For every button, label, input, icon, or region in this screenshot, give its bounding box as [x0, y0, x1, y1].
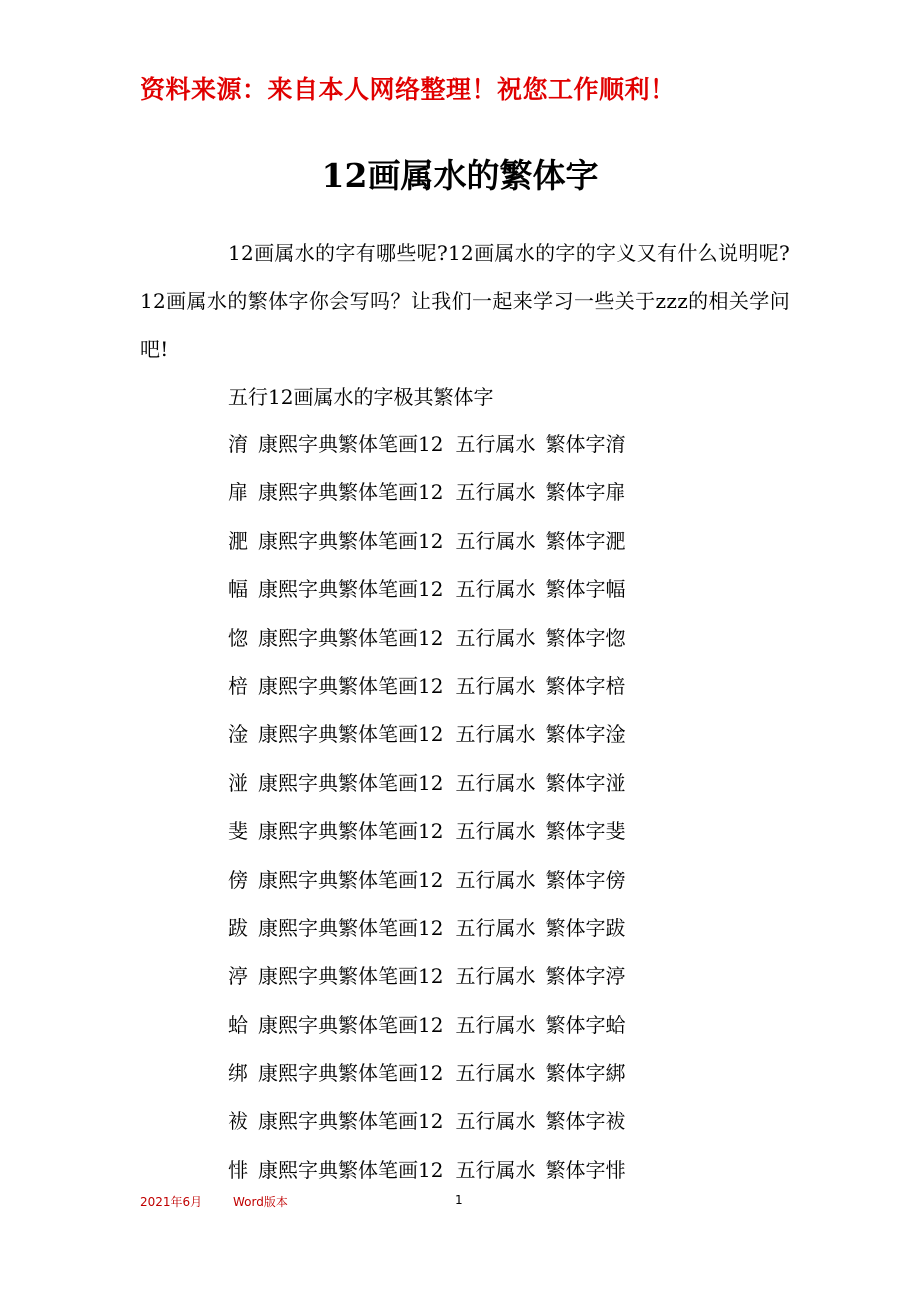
traditional-form: 繁体字惚 — [545, 625, 626, 650]
character: 棓 — [228, 673, 248, 698]
wuxing-element: 五行属水 — [455, 915, 536, 940]
kangxi-strokes: 康熙字典繁体笔画12 — [258, 1109, 444, 1134]
page-number: 1 — [455, 1193, 463, 1207]
wuxing-element: 五行属水 — [455, 480, 536, 505]
list-item — [228, 671, 625, 719]
wuxing-element: 五行属水 — [455, 770, 536, 795]
list-item — [228, 865, 625, 913]
list-item — [228, 768, 625, 816]
kangxi-strokes: 康熙字典繁体笔画12 — [258, 770, 444, 795]
traditional-form: 繁体字綁 — [545, 1061, 626, 1086]
traditional-form: 繁体字幅 — [545, 577, 626, 602]
wuxing-element: 五行属水 — [455, 577, 536, 602]
character: 淦 — [228, 722, 248, 747]
character: 渟 — [228, 964, 248, 989]
traditional-form: 繁体字斐 — [545, 819, 626, 844]
character: 斐 — [228, 819, 248, 844]
character: 扉 — [228, 480, 248, 505]
traditional-form: 繁体字淝 — [545, 528, 626, 553]
wuxing-element: 五行属水 — [455, 1061, 536, 1086]
kangxi-strokes: 康熙字典繁体笔画12 — [258, 625, 444, 650]
wuxing-element: 五行属水 — [455, 1109, 536, 1134]
wuxing-element: 五行属水 — [455, 819, 536, 844]
intro-paragraph: 12画属水的字有哪些呢?12画属水的字的字义又有什么说明呢?12画属水的繁体字你会写吗？让我们一起来学习一些关于zzz的相关学问吧! — [140, 241, 790, 361]
character: 淯 — [228, 432, 248, 456]
traditional-form: 繁体字淦 — [545, 722, 626, 747]
wuxing-element: 五行属水 — [455, 1012, 536, 1037]
character: 湴 — [228, 770, 248, 795]
traditional-form: 繁体字蛤 — [545, 1012, 626, 1037]
traditional-form: 繁体字棓 — [545, 673, 626, 698]
wuxing-element: 五行属水 — [455, 867, 536, 892]
list-item — [228, 719, 625, 767]
traditional-form: 繁体字傍 — [545, 867, 626, 892]
list-item — [228, 623, 625, 671]
kangxi-strokes: 康熙字典繁体笔画12 — [258, 432, 444, 456]
list-item — [228, 526, 625, 574]
list-item — [228, 1010, 625, 1058]
character: 幅 — [228, 577, 248, 602]
list-item — [228, 961, 625, 1009]
kangxi-strokes: 康熙字典繁体笔画12 — [258, 577, 444, 602]
kangxi-strokes: 康熙字典繁体笔画12 — [258, 673, 444, 698]
traditional-form: 繁体字渟 — [545, 964, 626, 989]
kangxi-strokes: 康熙字典繁体笔画12 — [258, 480, 444, 505]
character-list — [228, 429, 625, 1203]
character: 惚 — [228, 625, 248, 650]
list-item — [228, 1058, 625, 1106]
traditional-form: 繁体字湴 — [545, 770, 626, 795]
character: 绑 — [228, 1061, 248, 1086]
character: 袚 — [228, 1109, 248, 1134]
wuxing-element: 五行属水 — [455, 1157, 536, 1182]
kangxi-strokes: 康熙字典繁体笔画12 — [258, 819, 444, 844]
traditional-form: 繁体字跋 — [545, 915, 626, 940]
traditional-form: 繁体字淯 — [545, 432, 626, 456]
footer-version: Word版本 — [233, 1195, 288, 1209]
page-title: 12画属水的繁体字 — [321, 156, 599, 195]
kangxi-strokes: 康熙字典繁体笔画12 — [258, 528, 444, 553]
wuxing-element: 五行属水 — [455, 673, 536, 698]
source-banner: 资料来源：来自本人网络整理！祝您工作顺利！ — [140, 75, 676, 104]
kangxi-strokes: 康熙字典繁体笔画12 — [258, 722, 444, 747]
wuxing-element: 五行属水 — [455, 432, 536, 456]
traditional-form: 繁体字袚 — [545, 1109, 626, 1134]
list-item — [228, 816, 625, 864]
wuxing-element: 五行属水 — [455, 964, 536, 989]
wuxing-element: 五行属水 — [455, 625, 536, 650]
wuxing-element: 五行属水 — [455, 528, 536, 553]
list-item — [228, 1106, 625, 1154]
character: 蛤 — [228, 1012, 248, 1037]
character: 跋 — [228, 915, 248, 940]
list-item — [228, 429, 625, 477]
list-item — [228, 477, 625, 525]
kangxi-strokes: 康熙字典繁体笔画12 — [258, 1157, 444, 1182]
character: 淝 — [228, 528, 248, 553]
character: 傍 — [228, 867, 248, 892]
traditional-form: 繁体字悱 — [545, 1157, 626, 1182]
section-subheading: 五行12画属水的字极其繁体字 — [228, 385, 494, 409]
wuxing-element: 五行属水 — [455, 722, 536, 747]
character: 悱 — [228, 1157, 248, 1182]
kangxi-strokes: 康熙字典繁体笔画12 — [258, 867, 444, 892]
kangxi-strokes: 康熙字典繁体笔画12 — [258, 964, 444, 989]
traditional-form: 繁体字扉 — [545, 480, 626, 505]
footer-date: 2021年6月 — [140, 1195, 203, 1209]
kangxi-strokes: 康熙字典繁体笔画12 — [258, 1061, 444, 1086]
list-item — [228, 913, 625, 961]
list-item — [228, 574, 625, 622]
kangxi-strokes: 康熙字典繁体笔画12 — [258, 915, 444, 940]
kangxi-strokes: 康熙字典繁体笔画12 — [258, 1012, 444, 1037]
